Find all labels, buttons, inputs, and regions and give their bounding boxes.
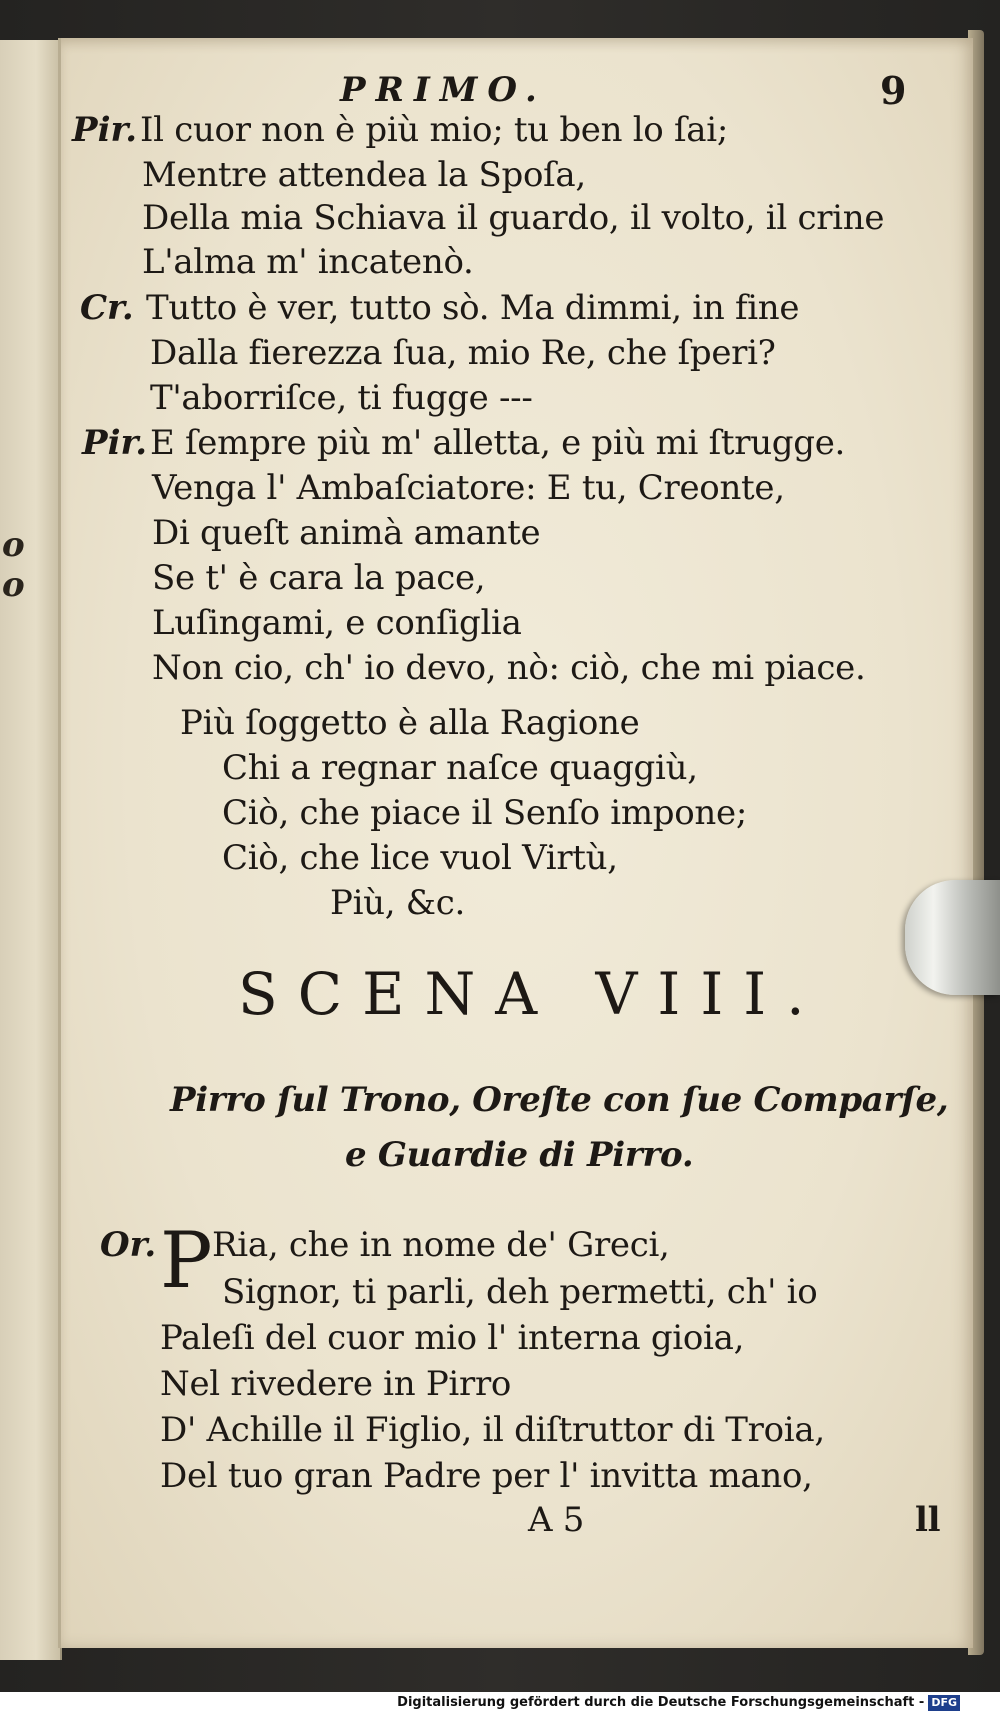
aria-line: Ciò, che piace il Senſo impone; [222,793,747,833]
margin-mark-1: o [2,525,25,565]
verse-line: D' Achille il Figlio, il diſtruttor di Troia, [160,1410,825,1450]
catchword: ll [915,1500,941,1540]
speaker-label: Cr. [80,288,134,328]
verse-line: E ſempre più m' alletta, e più mi ſtrugge. [150,423,846,463]
page-number: 9 [880,68,907,113]
margin-mark-2: o [2,565,25,605]
verse-line: Del tuo gran Padre per l' invitta mano, [160,1456,813,1496]
verse-line: Nel rivedere in Pirro [160,1364,512,1404]
verse-line: Venga l' Ambaſciatore: E tu, Creonte, [152,468,785,508]
page-clip [905,880,1000,995]
verse-line: Dalla fierezza ſua, mio Re, che ſperi? [150,333,776,373]
verse-line: Paleſi del cuor mio l' interna gioia, [160,1318,745,1358]
verse-line: Ria, che in nome de' Greci, [212,1225,670,1265]
aria-line: Ciò, che lice vuol Virtù, [222,838,618,878]
running-head: PRIMO. [340,70,547,110]
footer-credit: Digitalisierung gefördert durch die Deutsche Forschungsgemeinschaft - [397,1695,925,1710]
verse-line: Di queſt animà amante [152,513,541,553]
verse-line: Luſingami, e conſiglia [152,603,522,643]
speaker-label: Pir. [72,110,138,150]
aria-line: Più ſoggetto è alla Ragione [180,703,640,743]
speaker-label: Pir. [82,423,148,463]
verse-line: Non cio, ch' io devo, nò: ciò, che mi piace. [152,648,866,688]
scene-persons-line-2: e Guardie di Pirro. [345,1135,694,1175]
verse-line: L'alma m' incatenò. [142,242,474,282]
verse-line: T'aborriſce, ti fugge --- [150,378,533,418]
verse-line: Della mia Schiava il guardo, il volto, il crine [142,198,885,238]
speaker-label: Or. [100,1225,157,1265]
aria-line: Chi a regnar naſce quaggiù, [222,748,698,788]
dfg-logo-icon: DFG [928,1695,960,1711]
digitization-footer [0,1692,1000,1714]
verse-line: Se t' è cara la pace, [152,558,486,598]
drop-cap: P [160,1216,213,1306]
aria-refrain: Più, &c. [330,883,465,923]
previous-page-edge [0,40,62,1660]
verse-line: Mentre attendea la Spoſa, [142,155,586,195]
verse-line: Il cuor non è più mio; tu ben lo ſai; [140,110,728,150]
scene-persons-line-1: Pirro ſul Trono, Oreſte con ſue Comparſe, [170,1080,949,1120]
signature-mark: A 5 [528,1500,585,1540]
scene-heading: SCENA VIII. [238,960,825,1028]
verse-line: Signor, ti parli, deh permetti, ch' io [222,1272,818,1312]
verse-line: Tutto è ver, tutto sò. Ma dimmi, in fine [146,288,800,328]
